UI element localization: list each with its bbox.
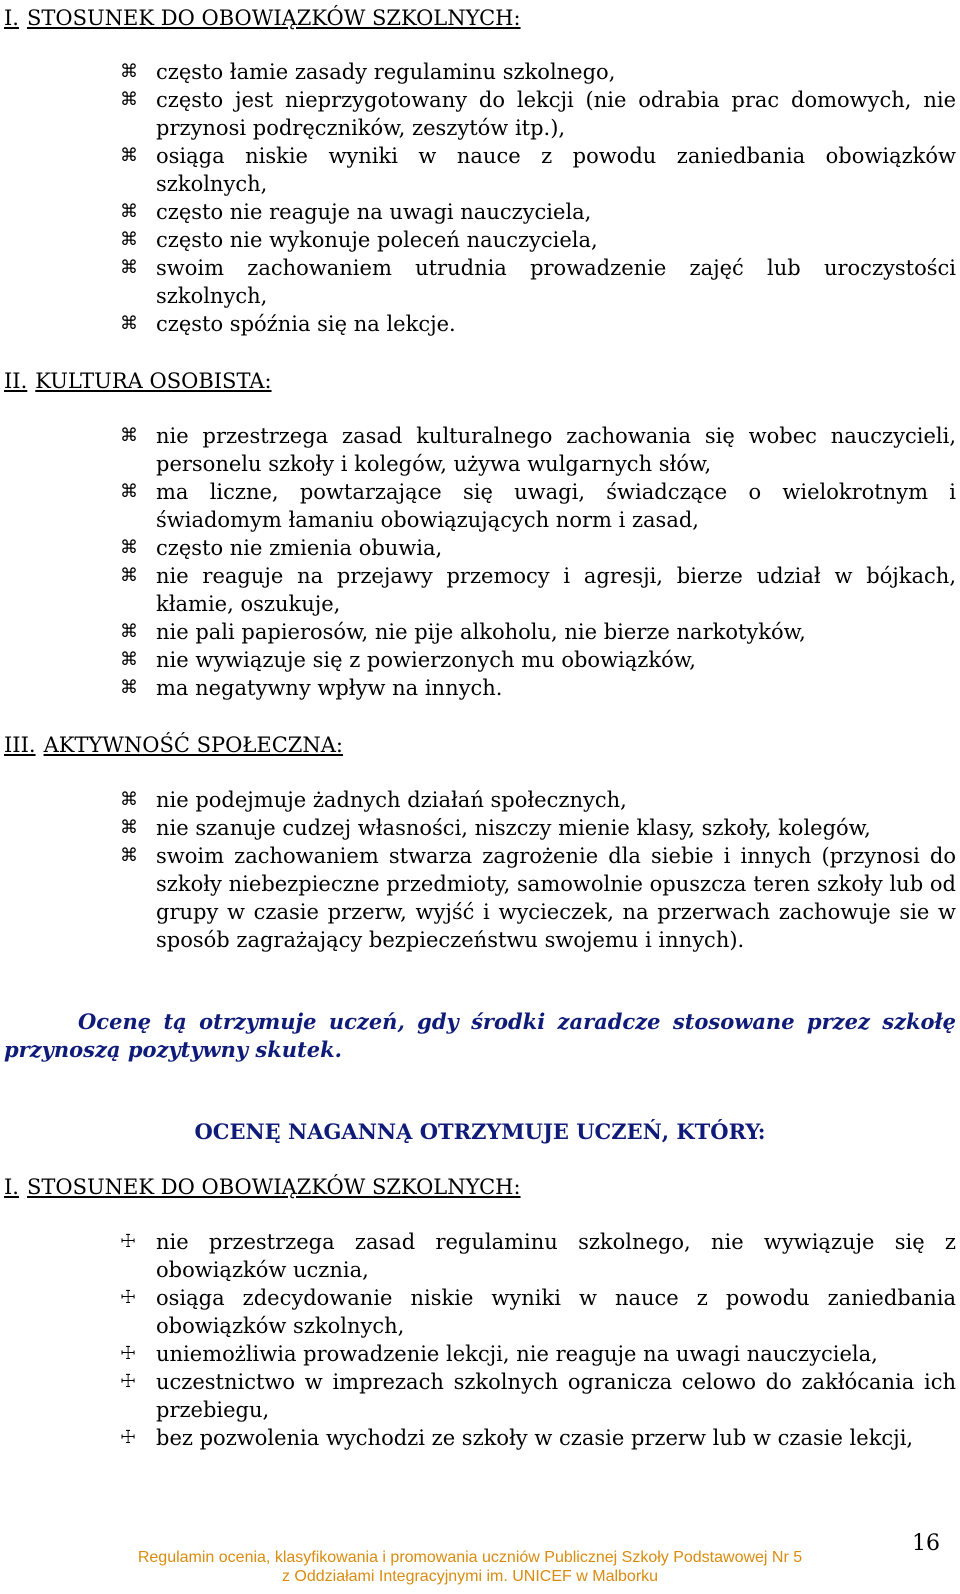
list-item-text: nie podejmuje żadnych działań społecznych,: [156, 788, 627, 812]
list-item: [120, 618, 956, 646]
list-item-text: często nie zmienia obuwia,: [156, 536, 443, 560]
section-title: STOSUNEK DO OBOWIĄZKÓW SZKOLNYCH:: [26, 1175, 521, 1199]
list-item-text: nie przestrzega zasad kulturalnego zachowania się wobec nauczycieli, personelu szkoły i kolegów, używa wulgarnych słów,: [156, 424, 956, 476]
command-bullet-icon: ⌘: [120, 845, 138, 866]
list-item: [120, 674, 956, 702]
list-item-text: uniemożliwia prowadzenie lekcji, nie reaguje na uwagi nauczyciela,: [156, 1342, 878, 1366]
list-item-text: nie szanuje cudzej własności, niszczy mienie klasy, szkoły, kolegów,: [156, 816, 871, 840]
list-item-text: często jest nieprzygotowany do lekcji (nie odrabia prac domowych, nie przynosi podręczników, zeszytów itp.),: [156, 88, 956, 140]
command-bullet-icon: ⌘: [120, 229, 138, 250]
list-item: [120, 1340, 956, 1368]
list-item: [120, 198, 956, 226]
command-bullet-icon: ⌘: [120, 481, 138, 502]
section-3-list: [120, 786, 956, 954]
grade-note: Ocenę tą otrzymuje uczeń, gdy środki zaradcze stosowane przez szkołę przynoszą pozytywny skutek.: [4, 1009, 956, 1062]
section-number: III.: [4, 733, 36, 757]
command-bullet-icon: ⌘: [120, 789, 138, 810]
footer-line-2: z Oddziałami Integracyjnymi im. UNICEF w Malborku: [281, 1568, 659, 1585]
list-item: [120, 422, 956, 478]
section-number: II.: [4, 369, 28, 393]
list-item-text: nie reaguje na przejawy przemocy i agresji, bierze udział w bójkach, kłamie, oszukuje,: [156, 564, 956, 616]
cross-bullet-icon: ☩: [120, 1231, 137, 1252]
list-item-text: często nie reaguje na uwagi nauczyciela,: [156, 200, 592, 224]
list-item: [120, 534, 956, 562]
list-item: [120, 142, 956, 198]
command-bullet-icon: ⌘: [120, 537, 138, 558]
cross-bullet-icon: ☩: [120, 1371, 137, 1392]
page-footer: [60, 1548, 880, 1586]
section-2-list: [120, 422, 956, 702]
list-item-text: nie przestrzega zasad regulaminu szkolnego, nie wywiązuje się z obowiązków ucznia,: [156, 1230, 956, 1282]
command-bullet-icon: ⌘: [120, 89, 138, 110]
section-number: I.: [4, 1175, 19, 1199]
list-item: [120, 814, 956, 842]
list-item: [120, 786, 956, 814]
section-heading-2: [4, 367, 272, 395]
list-item-text: swoim zachowaniem utrudnia prowadzenie zajęć lub uroczystości szkolnych,: [156, 256, 956, 308]
list-item-text: osiąga niskie wyniki w nauce z powodu zaniedbania obowiązków szkolnych,: [156, 144, 956, 196]
command-bullet-icon: ⌘: [120, 145, 138, 166]
command-bullet-icon: ⌘: [120, 313, 138, 334]
list-item: [120, 86, 956, 142]
section-heading-1: [4, 4, 521, 32]
list-item-text: często nie wykonuje poleceń nauczyciela,: [156, 228, 598, 252]
list-item: [120, 562, 956, 618]
list-item-text: ma negatywny wpływ na innych.: [156, 676, 503, 700]
grade-title: OCENĘ NAGANNĄ OTRZYMUJE UCZEŃ, KTÓRY:: [194, 1119, 766, 1144]
list-item: [120, 1284, 956, 1340]
list-item: [120, 58, 956, 86]
list-item: [120, 842, 956, 954]
list-item-text: ma liczne, powtarzające się uwagi, świadczące o wielokrotnym i świadomym łamaniu obowiązujących norm i zasad,: [156, 480, 956, 532]
section-title: STOSUNEK DO OBOWIĄZKÓW SZKOLNYCH:: [26, 6, 521, 30]
command-bullet-icon: ⌘: [120, 565, 138, 586]
command-bullet-icon: ⌘: [120, 621, 138, 642]
list-item-text: osiąga zdecydowanie niskie wyniki w nauce z powodu zaniedbania obowiązków szkolnych,: [156, 1286, 956, 1338]
command-bullet-icon: ⌘: [120, 201, 138, 222]
cross-bullet-icon: ☩: [120, 1287, 137, 1308]
section-heading-3: [4, 731, 343, 759]
list-item: [120, 254, 956, 310]
list-item-text: bez pozwolenia wychodzi ze szkoły w czasie przerw lub w czasie lekcji,: [156, 1426, 914, 1450]
list-item: [120, 226, 956, 254]
naganna-section-list: [120, 1228, 956, 1452]
list-item: [120, 646, 956, 674]
list-item-text: często łamie zasady regulaminu szkolnego,: [156, 60, 616, 84]
section-title: KULTURA OSOBISTA:: [35, 369, 272, 393]
list-item: [120, 310, 956, 338]
section-title: AKTYWNOŚĆ SPOŁECZNA:: [43, 733, 343, 757]
command-bullet-icon: ⌘: [120, 257, 138, 278]
cross-bullet-icon: ☩: [120, 1427, 137, 1448]
command-bullet-icon: ⌘: [120, 817, 138, 838]
footer-line-1: Regulamin ocenia, klasyfikowania i promowania uczniów Publicznej Szkoły Podstawowej Nr 5: [137, 1549, 803, 1566]
list-item-text: nie pali papierosów, nie pije alkoholu, nie bierze narkotyków,: [156, 620, 806, 644]
section-heading-naganna-1: [4, 1173, 521, 1201]
cross-bullet-icon: ☩: [120, 1343, 137, 1364]
list-item: [120, 478, 956, 534]
list-item: [120, 1368, 956, 1424]
list-item: [120, 1228, 956, 1284]
command-bullet-icon: ⌘: [120, 649, 138, 670]
page-number: 16: [912, 1531, 940, 1556]
list-item-text: uczestnictwo w imprezach szkolnych ogranicza celowo do zakłócania ich przebiegu,: [156, 1370, 956, 1422]
command-bullet-icon: ⌘: [120, 677, 138, 698]
command-bullet-icon: ⌘: [120, 61, 138, 82]
list-item-text: nie wywiązuje się z powierzonych mu obowiązków,: [156, 648, 696, 672]
section-1-list: [120, 58, 956, 338]
section-number: I.: [4, 6, 19, 30]
list-item: [120, 1424, 956, 1452]
list-item-text: swoim zachowaniem stwarza zagrożenie dla siebie i innych (przynosi do szkoły niebezpieczne przedmioty, samowolnie opuszcza teren szkoły lub od grupy w czasie przerw, wyjść i wycieczek, na przerwach zachowuje sie w sposób zagrażający bezpieczeństwu swojemu i innych).: [156, 844, 956, 952]
command-bullet-icon: ⌘: [120, 425, 138, 446]
list-item-text: często spóźnia się na lekcje.: [156, 312, 456, 336]
